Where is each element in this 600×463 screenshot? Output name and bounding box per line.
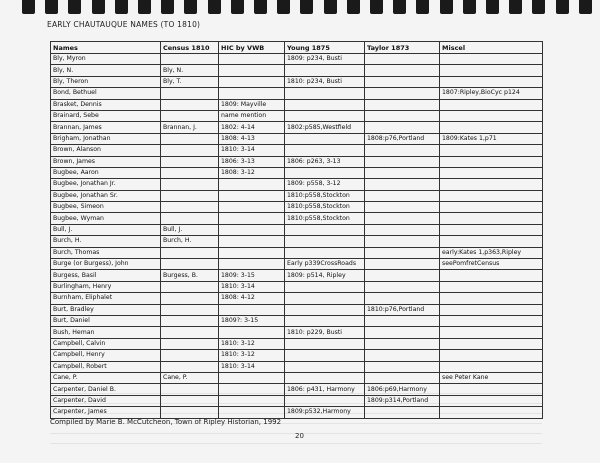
table-row: [51, 327, 543, 338]
spiral-ring: [370, 0, 383, 14]
cell-miscel: [440, 76, 543, 87]
cell-taylor-1873: [365, 327, 440, 338]
header-miscel: Miscel: [440, 42, 543, 54]
cell-census-1810: [161, 327, 219, 338]
cell-miscel: [440, 190, 543, 201]
cell-hic-by-vwb: 1809: Mayville: [219, 99, 285, 110]
cell-young-1875: [285, 281, 365, 292]
cell-taylor-1873: [365, 156, 440, 167]
table-row: [51, 65, 543, 76]
cell-taylor-1873: [365, 145, 440, 156]
cell-hic-by-vwb: 1810: 3-14: [219, 361, 285, 372]
cell-census-1810: [161, 167, 219, 178]
cell-census-1810: Cane, P.: [161, 372, 219, 383]
table-row: [51, 281, 543, 292]
header-young-1875: Young 1875: [285, 42, 365, 54]
cell-taylor-1873: [365, 350, 440, 361]
cell-taylor-1873: [365, 407, 440, 418]
table-row: [51, 145, 543, 156]
cell-miscel: [440, 156, 543, 167]
cell-young-1875: 1809: p514, Ripley: [285, 270, 365, 281]
page-title: EARLY CHAUTAUQUE NAMES (TO 1810): [47, 20, 201, 29]
cell-taylor-1873: [365, 247, 440, 258]
cell-miscel: [440, 213, 543, 224]
cell-census-1810: [161, 395, 219, 406]
cell-hic-by-vwb: name mention: [219, 110, 285, 121]
cell-name: Burlingham, Henry: [51, 281, 161, 292]
cell-hic-by-vwb: 1810: 3-14: [219, 145, 285, 156]
table-row: [51, 270, 543, 281]
table-row: [51, 76, 543, 87]
cell-name: Bush, Heman: [51, 327, 161, 338]
cell-name: Bugbee, Wyman: [51, 213, 161, 224]
cell-hic-by-vwb: 1808: 4-13: [219, 133, 285, 144]
cell-name: Brasket, Dennis: [51, 99, 161, 110]
table-row: [51, 304, 543, 315]
cell-young-1875: [285, 88, 365, 99]
table-body: [51, 54, 543, 419]
cell-hic-by-vwb: [219, 88, 285, 99]
table-row: [51, 179, 543, 190]
table-row: [51, 338, 543, 349]
cell-name: Bugbee, Jonathan Jr.: [51, 179, 161, 190]
cell-miscel: [440, 350, 543, 361]
table-row: [51, 293, 543, 304]
cell-young-1875: [285, 145, 365, 156]
cell-census-1810: Bly, N.: [161, 65, 219, 76]
cell-taylor-1873: [365, 224, 440, 235]
cell-name: Brown, James: [51, 156, 161, 167]
cell-hic-by-vwb: [219, 224, 285, 235]
cell-census-1810: [161, 361, 219, 372]
cell-census-1810: Burch, H.: [161, 236, 219, 247]
cell-name: Brown, Alanson: [51, 145, 161, 156]
cell-miscel: [440, 122, 543, 133]
cell-hic-by-vwb: 1809: 3-15: [219, 270, 285, 281]
cell-taylor-1873: [365, 190, 440, 201]
spiral-ring: [556, 0, 569, 14]
cell-young-1875: [285, 133, 365, 144]
table-row: [51, 190, 543, 201]
cell-miscel: 1807:Ripley,BioCyc p124: [440, 88, 543, 99]
cell-miscel: [440, 167, 543, 178]
cell-taylor-1873: [365, 202, 440, 213]
cell-census-1810: [161, 281, 219, 292]
spiral-ring: [463, 0, 476, 14]
table-header-row: [51, 42, 543, 54]
cell-taylor-1873: [365, 338, 440, 349]
cell-name: Burt, Daniel: [51, 315, 161, 326]
cell-hic-by-vwb: [219, 179, 285, 190]
cell-young-1875: [285, 236, 365, 247]
table-row: [51, 384, 543, 395]
cell-young-1875: [285, 338, 365, 349]
cell-hic-by-vwb: [219, 327, 285, 338]
cell-name: Brannan, James: [51, 122, 161, 133]
table-row: [51, 372, 543, 383]
spiral-ring: [231, 0, 244, 14]
spiral-ring: [509, 0, 522, 14]
cell-taylor-1873: [365, 236, 440, 247]
table-row: [51, 247, 543, 258]
cell-name: Campbell, Robert: [51, 361, 161, 372]
spiral-ring: [115, 0, 128, 14]
cell-young-1875: 1806: p263, 3-13: [285, 156, 365, 167]
cell-name: Cane, P.: [51, 372, 161, 383]
cell-name: Campbell, Calvin: [51, 338, 161, 349]
cell-young-1875: [285, 361, 365, 372]
cell-miscel: [440, 338, 543, 349]
cell-census-1810: [161, 145, 219, 156]
cell-hic-by-vwb: [219, 236, 285, 247]
cell-taylor-1873: 1809:p314,Portland: [365, 395, 440, 406]
cell-miscel: [440, 65, 543, 76]
cell-census-1810: [161, 213, 219, 224]
cell-miscel: [440, 293, 543, 304]
cell-hic-by-vwb: [219, 384, 285, 395]
cell-taylor-1873: [365, 179, 440, 190]
cell-miscel: [440, 270, 543, 281]
cell-young-1875: 1809: p558, 3-12: [285, 179, 365, 190]
cell-young-1875: [285, 350, 365, 361]
spiral-ring: [440, 0, 453, 14]
cell-hic-by-vwb: [219, 372, 285, 383]
cell-young-1875: 1806: p431, Harmony: [285, 384, 365, 395]
spiral-ring: [393, 0, 406, 14]
spiral-ring: [347, 0, 360, 14]
cell-name: Burge (or Burgess), John: [51, 259, 161, 270]
cell-taylor-1873: [365, 293, 440, 304]
cell-taylor-1873: [365, 99, 440, 110]
cell-miscel: [440, 327, 543, 338]
table-row: [51, 407, 543, 418]
cell-name: Burnham, Eliphalet: [51, 293, 161, 304]
cell-hic-by-vwb: [219, 304, 285, 315]
table-row: [51, 259, 543, 270]
cell-taylor-1873: 1808:p76,Portland: [365, 133, 440, 144]
cell-miscel: [440, 236, 543, 247]
cell-taylor-1873: [365, 76, 440, 87]
cell-young-1875: 1810:p558,Stockton: [285, 202, 365, 213]
cell-hic-by-vwb: [219, 247, 285, 258]
cell-hic-by-vwb: [219, 213, 285, 224]
header-hic-by-vwb: HIC by VWB: [219, 42, 285, 54]
cell-census-1810: [161, 259, 219, 270]
cell-taylor-1873: [365, 167, 440, 178]
cell-name: Carpenter, Daniel B.: [51, 384, 161, 395]
cell-name: Bly, N.: [51, 65, 161, 76]
spiral-ring: [68, 0, 81, 14]
cell-census-1810: Brannan, J.: [161, 122, 219, 133]
cell-miscel: seePomfretCensus: [440, 259, 543, 270]
cell-hic-by-vwb: [219, 65, 285, 76]
cell-name: Bugbee, Aaron: [51, 167, 161, 178]
cell-name: Carpenter, James: [51, 407, 161, 418]
table-row: [51, 350, 543, 361]
spiral-ring: [208, 0, 221, 14]
cell-young-1875: [285, 395, 365, 406]
cell-taylor-1873: [365, 65, 440, 76]
cell-young-1875: 1809: p234, Busti: [285, 54, 365, 65]
header-census-1810: Census 1810: [161, 42, 219, 54]
cell-hic-by-vwb: 1806: 3-13: [219, 156, 285, 167]
cell-young-1875: [285, 372, 365, 383]
cell-hic-by-vwb: [219, 76, 285, 87]
table-row: [51, 54, 543, 65]
cell-hic-by-vwb: 1808: 4-12: [219, 293, 285, 304]
cell-young-1875: [285, 247, 365, 258]
cell-miscel: [440, 395, 543, 406]
cell-census-1810: [161, 350, 219, 361]
spiral-ring: [486, 0, 499, 14]
cell-young-1875: [285, 110, 365, 121]
cell-taylor-1873: [365, 122, 440, 133]
table-row: [51, 236, 543, 247]
cell-taylor-1873: [365, 315, 440, 326]
table-row: [51, 122, 543, 133]
cell-name: Bull, J.: [51, 224, 161, 235]
spiral-ring: [579, 0, 592, 14]
cell-hic-by-vwb: 1802: 4-14: [219, 122, 285, 133]
cell-name: Bly, Myron: [51, 54, 161, 65]
cell-name: Carpenter, David: [51, 395, 161, 406]
cell-miscel: [440, 384, 543, 395]
cell-name: Brainard, Sebe: [51, 110, 161, 121]
cell-miscel: see Peter Kane: [440, 372, 543, 383]
table-row: [51, 395, 543, 406]
cell-young-1875: 1810:p558,Stockton: [285, 190, 365, 201]
cell-young-1875: [285, 65, 365, 76]
table-row: [51, 361, 543, 372]
cell-young-1875: 1810:p558,Stockton: [285, 213, 365, 224]
cell-census-1810: Bly, T.: [161, 76, 219, 87]
cell-name: Bond, Bethuel: [51, 88, 161, 99]
spiral-ring: [184, 0, 197, 14]
cell-taylor-1873: [365, 259, 440, 270]
table-row: [51, 167, 543, 178]
header-names: Names: [51, 42, 161, 54]
cell-young-1875: [285, 304, 365, 315]
cell-young-1875: [285, 315, 365, 326]
spiral-binding: [0, 0, 600, 16]
cell-census-1810: [161, 304, 219, 315]
cell-miscel: 1809:Kates 1,p71: [440, 133, 543, 144]
cell-taylor-1873: [365, 110, 440, 121]
table-row: [51, 110, 543, 121]
cell-taylor-1873: [365, 361, 440, 372]
cell-census-1810: [161, 133, 219, 144]
cell-name: Bugbee, Jonathan Sr.: [51, 190, 161, 201]
cell-hic-by-vwb: [219, 190, 285, 201]
names-table: [50, 41, 543, 419]
cell-census-1810: [161, 99, 219, 110]
cell-census-1810: [161, 338, 219, 349]
spiral-ring: [92, 0, 105, 14]
cell-hic-by-vwb: [219, 407, 285, 418]
cell-name: Burt, Bradley: [51, 304, 161, 315]
cell-hic-by-vwb: [219, 395, 285, 406]
cell-miscel: [440, 315, 543, 326]
cell-hic-by-vwb: 1808: 3-12: [219, 167, 285, 178]
cell-hic-by-vwb: 1809?: 3-15: [219, 315, 285, 326]
cell-taylor-1873: [365, 372, 440, 383]
cell-hic-by-vwb: 1810: 3-12: [219, 338, 285, 349]
spiral-ring: [416, 0, 429, 14]
spiral-ring: [324, 0, 337, 14]
cell-miscel: [440, 145, 543, 156]
cell-young-1875: [285, 167, 365, 178]
cell-miscel: [440, 202, 543, 213]
cell-taylor-1873: [365, 270, 440, 281]
compiler-credit: Compiled by Marie B. McCutcheon, Town of Ripley Historian, 1992: [50, 418, 282, 426]
cell-miscel: [440, 54, 543, 65]
cell-taylor-1873: 1810:p76,Portland: [365, 304, 440, 315]
cell-census-1810: [161, 407, 219, 418]
cell-taylor-1873: [365, 54, 440, 65]
cell-census-1810: [161, 88, 219, 99]
cell-census-1810: [161, 190, 219, 201]
cell-young-1875: [285, 224, 365, 235]
cell-hic-by-vwb: [219, 54, 285, 65]
cell-miscel: [440, 224, 543, 235]
cell-taylor-1873: [365, 281, 440, 292]
cell-young-1875: 1810: p229, Busti: [285, 327, 365, 338]
cell-name: Bugbee, Simeon: [51, 202, 161, 213]
cell-census-1810: [161, 384, 219, 395]
cell-young-1875: 1810: p234, Busti: [285, 76, 365, 87]
cell-young-1875: Early p339CrossRoads: [285, 259, 365, 270]
cell-miscel: [440, 110, 543, 121]
cell-census-1810: [161, 156, 219, 167]
cell-taylor-1873: 1806:p69,Harmony: [365, 384, 440, 395]
cell-name: Burgess, Basil: [51, 270, 161, 281]
cell-miscel: early:Kates 1,p363,Ripley: [440, 247, 543, 258]
cell-census-1810: Bull, J.: [161, 224, 219, 235]
spiral-ring: [45, 0, 58, 14]
table-row: [51, 315, 543, 326]
cell-miscel: [440, 179, 543, 190]
cell-census-1810: [161, 110, 219, 121]
table-row: [51, 213, 543, 224]
spiral-ring: [22, 0, 35, 14]
cell-name: Campbell, Henry: [51, 350, 161, 361]
header-taylor-1873: Taylor 1873: [365, 42, 440, 54]
cell-hic-by-vwb: 1810: 3-14: [219, 281, 285, 292]
cell-census-1810: [161, 179, 219, 190]
cell-census-1810: [161, 54, 219, 65]
cell-name: Brigham, Jonathan: [51, 133, 161, 144]
cell-name: Burch, Thomas: [51, 247, 161, 258]
table-row: [51, 133, 543, 144]
cell-census-1810: [161, 293, 219, 304]
cell-name: Bly, Theron: [51, 76, 161, 87]
cell-hic-by-vwb: [219, 259, 285, 270]
cell-miscel: [440, 407, 543, 418]
page-number: 20: [295, 432, 304, 440]
cell-taylor-1873: [365, 88, 440, 99]
cell-young-1875: 1802:p585,Westfield: [285, 122, 365, 133]
cell-census-1810: Burgess, B.: [161, 270, 219, 281]
cell-miscel: [440, 281, 543, 292]
cell-miscel: [440, 99, 543, 110]
cell-census-1810: [161, 202, 219, 213]
table-row: [51, 224, 543, 235]
spiral-ring: [254, 0, 267, 14]
spiral-ring: [300, 0, 313, 14]
table-row: [51, 99, 543, 110]
cell-young-1875: [285, 99, 365, 110]
spiral-ring: [277, 0, 290, 14]
spiral-ring: [532, 0, 545, 14]
cell-young-1875: 1809:p532,Harmony: [285, 407, 365, 418]
spiral-ring: [161, 0, 174, 14]
table-row: [51, 156, 543, 167]
cell-census-1810: [161, 247, 219, 258]
spiral-ring: [138, 0, 151, 14]
cell-name: Burch, H.: [51, 236, 161, 247]
table-row: [51, 88, 543, 99]
cell-taylor-1873: [365, 213, 440, 224]
cell-hic-by-vwb: 1810: 3-12: [219, 350, 285, 361]
cell-young-1875: [285, 293, 365, 304]
cell-miscel: [440, 361, 543, 372]
cell-hic-by-vwb: [219, 202, 285, 213]
cell-census-1810: [161, 315, 219, 326]
table-row: [51, 202, 543, 213]
cell-miscel: [440, 304, 543, 315]
